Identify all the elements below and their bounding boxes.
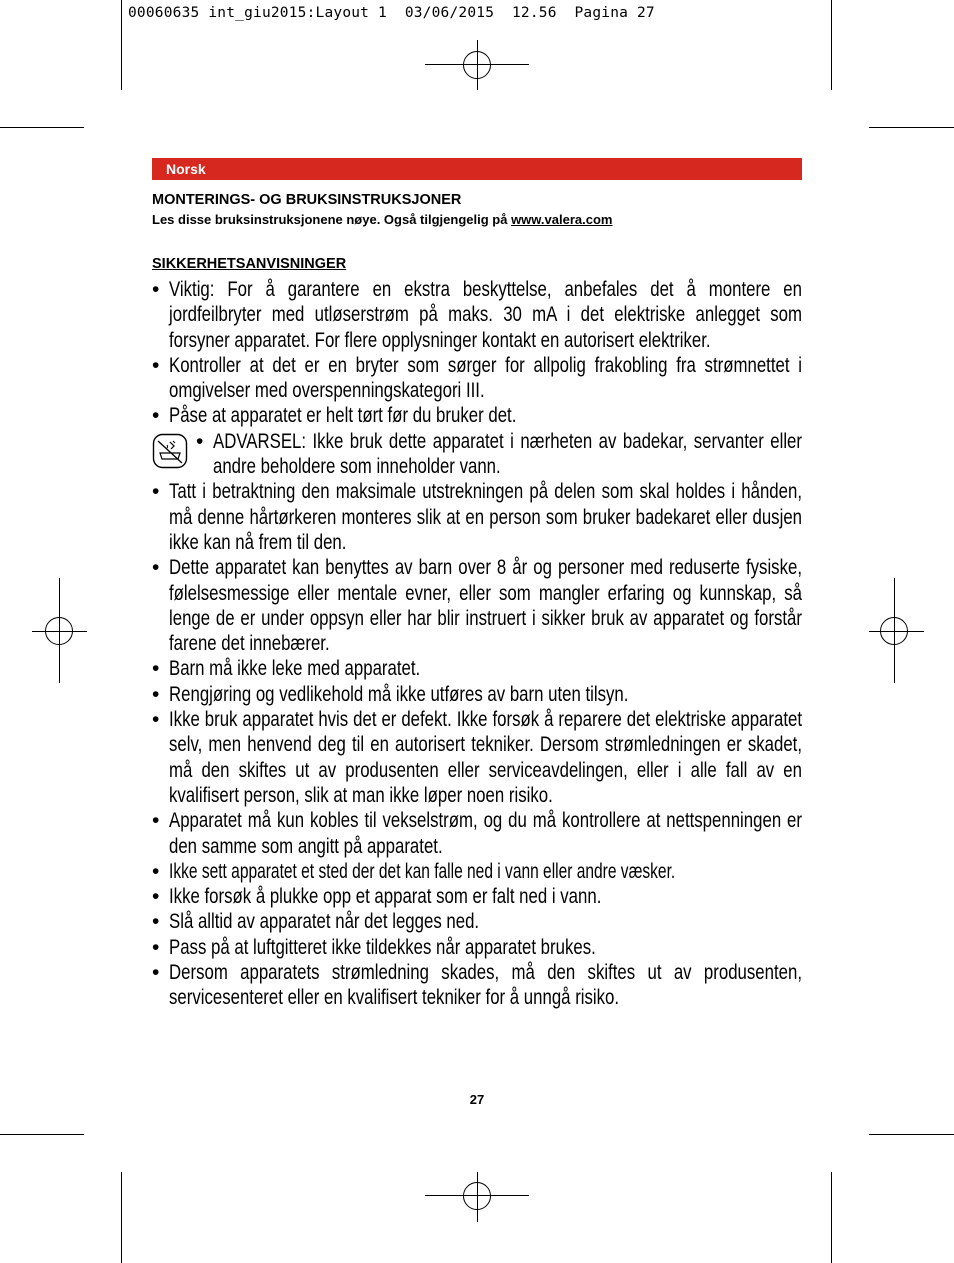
page-number: 27 [469, 1092, 485, 1107]
bullet: • [152, 682, 160, 706]
crop-mark [0, 1134, 84, 1135]
list-item-text: Ikke sett apparatet et sted der det kan falle ned i vann eller andre væsker. [169, 859, 676, 883]
list-item [152, 277, 802, 353]
list-item [152, 884, 802, 909]
website-link[interactable]: www.valera.com [511, 212, 613, 227]
safety-list [152, 277, 802, 1011]
bullet: • [152, 708, 160, 732]
list-item [152, 707, 802, 808]
list-item-text: Slå alltid av apparatet når det legges ned. [169, 910, 480, 934]
list-item [152, 656, 802, 681]
list-item-text: Dersom apparatets strømledning skades, må den skiftes ut av produsenten, servicesenteret eller en kvalifisert tekniker for å unngå risiko. [169, 961, 802, 1010]
list-item [152, 935, 802, 960]
list-item-text: Viktig: For å garantere en ekstra beskyttelse, anbefales det å montere en jordfeilbryter med utløserstrøm på maks. 30 mA i det elektriske anlegget som forsyner apparatet. For flere opplysninger kontakt en autorisert elektriker. [169, 278, 802, 352]
crop-mark [869, 127, 954, 128]
list-item [152, 909, 802, 934]
crop-mark [831, 1172, 832, 1263]
list-item-text: Ikke forsøk å plukke opp et apparat som er falt ned i vann. [169, 885, 602, 909]
list-item-text: ADVARSEL: Ikke bruk dette apparatet i nærheten av badekar, servanter eller andre beholdere som inneholder vann. [213, 429, 802, 479]
list-item-text: Rengjøring og vedlikehold må ikke utføres av barn uten tilsyn. [169, 682, 629, 706]
bullet: • [152, 657, 160, 681]
list-item [152, 403, 802, 428]
subheading [152, 212, 612, 227]
list-item-text: Påse at apparatet er helt tørt før du bruker det. [169, 404, 517, 428]
bullet: • [152, 353, 160, 377]
list-item-text: Pass på at luftgitteret ikke tildekkes når apparatet brukes. [169, 935, 596, 959]
list-item [152, 859, 802, 884]
bullet: • [152, 809, 160, 833]
bullet: • [152, 556, 160, 580]
list-item [152, 555, 802, 656]
bullet: • [196, 429, 204, 453]
list-item-text: Barn må ikke leke med apparatet. [169, 657, 421, 681]
bullet: • [152, 278, 160, 301]
bullet: • [152, 961, 160, 985]
list-item-text: Kontroller at det er en bryter som sørger for allpolig frakobling fra strømnettet i omgivelser med overspenningskategori III. [169, 353, 802, 403]
no-bath-warning-icon [152, 433, 188, 469]
crop-mark [0, 127, 84, 128]
list-item-text: Apparatet må kun kobles til vekselstrøm, og du må kontrollere at nettspenningen er den samme som angitt på apparatet. [169, 809, 802, 858]
list-item [152, 960, 802, 1011]
crop-mark [831, 0, 832, 90]
list-item-text: Ikke bruk apparatet hvis det er defekt. Ikke forsøk å reparere det elektriske apparatet selv, men henvend deg til en autorisert tekniker. Dersom strømledningen er skadet, må den skiftes ut av produsenten eller serviceavdelingen, eller i alle fall av en kvalifisert person, slik at man ikke løper noen risiko. [169, 708, 802, 807]
list-item [152, 479, 802, 555]
bullet: • [152, 859, 160, 883]
bullet: • [152, 935, 160, 959]
subheading-text: Les disse bruksinstruksjonene nøye. Også tilgjengelig på [152, 212, 508, 227]
crop-mark [121, 1172, 122, 1263]
crop-mark [869, 1134, 954, 1135]
bullet: • [152, 480, 160, 504]
list-item-text: Tatt i betraktning den maksimale utstrekningen på delen som skal holdes i hånden, må denne hårtørkeren monteres slik at en person som bruker badekaret eller dusjen ikke kan nå frem til den. [169, 480, 802, 554]
list-item [152, 808, 802, 859]
page-title: MONTERINGS- OG BRUKSINSTRUKSJONER [152, 192, 462, 208]
list-item [152, 353, 802, 404]
bullet: • [152, 404, 160, 428]
list-item [152, 682, 802, 707]
list-item-warning [152, 429, 802, 480]
crop-mark [121, 0, 122, 90]
list-item-text: Dette apparatet kan benyttes av barn over 8 år og personer med reduserte fysiske, følelsesmessige eller mentale evner, eller som mangler erfaring og kunnskap, så lenge de er under oppsyn eller har blir instruert i sikker bruk av apparatet og forstår farene det innebærer. [169, 556, 802, 656]
safety-heading: SIKKERHETSANVISNINGER [152, 256, 347, 272]
printer-slug: 00060635 int_giu2015:Layout 1 03/06/2015 12.56 Pagina 27 [128, 5, 655, 21]
bullet: • [152, 910, 160, 934]
bullet: • [152, 885, 160, 909]
language-tab: Norsk [152, 158, 802, 180]
